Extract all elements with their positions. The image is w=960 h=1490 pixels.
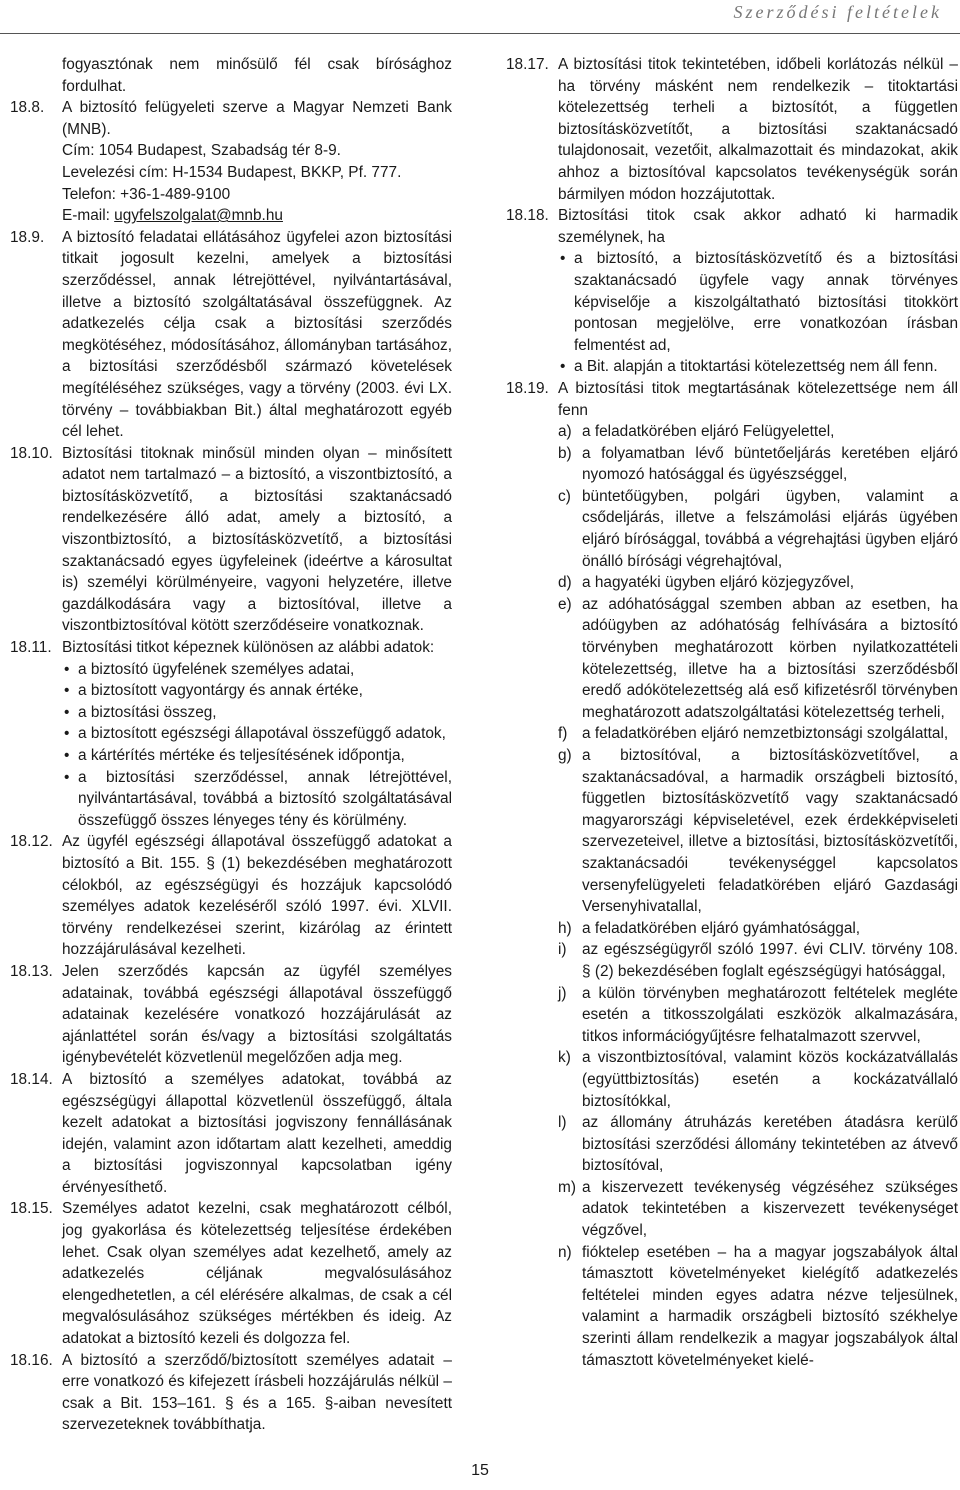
list-item: • a biztosítási szerződéssel, annak létrejöttével, nyilvántartásával, továbbá a biztosító szolgáltatásával összefüggő összes lényeges tény és körülmény. [62,767,452,832]
list-item: l) az állomány átruházás keretében átadásra kerülő biztosítási szerződési állomány tekintetében az átvevő biztosítóval, [558,1114,958,1175]
list-item: m) a kiszervezett tevékenység végzéséhez szükséges adatok tekintetében a kiszervezett tevékenységet végzővel, [558,1178,958,1240]
running-head-title: Szerződési feltételek [733,2,942,22]
list-item: n) fióktelep esetében – ha a magyar jogszabályok által támasztott követelményeket kielégítő adatkezelés feltételei minden egyes adatra nézve teljesülnek, valamint a harmadik országbeli biztosító székhelye szerinti állam rendelkezik a magyar jogszabályok által támasztott követelményeket kielé- [558,1243,958,1369]
list-item: g) a biztosítóval, a biztosításközvetítővel, a szaktanácsadóval, a harmadik országbeli biztosító, független biztosításközvetítő vagy szaktanácsadó magyarországi képviseletével, ezek érdekképviseleti szervezeteivel, illetve a biztosítási, biztosításközvetítői, szaktanácsadói tevékenységgel kapcsolatos versenyfelügyeleti feladatkörében eljáró Gazdasági Versenyhivatallal, [558,747,958,916]
section-number: 18.9. [10,228,45,246]
email-link[interactable]: ugyfelszolgalat@mnb.hu [114,207,283,225]
mailing-address-line: Levelezési cím: H-1534 Budapest, BKKP, Pf. 777. [62,163,402,181]
email-line: E-mail: ugyfelszolgalat@mnb.hu [62,207,283,225]
list-item: f) a feladatkörében eljáró nemzetbiztonsági szolgálattal, [558,725,949,743]
list-item: • a biztosított egészségi állapotával összefüggő adatok, [62,723,452,745]
list-item: i) az egészségügyről szóló 1997. évi CLIV. törvény 108. § (2) bekezdésében foglalt egészségügyi hatósággal, [558,941,958,980]
page-number: 15 [471,1462,489,1479]
section-18-9: 18.9. A biztosító feladatai ellátásához ügyfelei azon biztosítási titkait jogosult kezelni, amelyek a biztosítási szerződéssel, annak létrejöttével, nyilvántartásával, illetve a biztosító szolgáltatásával összefüggnek. Az adatkezelés célja csak a biztosítási szerződés megkötéséhez, módosításához, állományban tartásához, a biztosítási szerződésből származó követelések megítéléséhez szükséges, vagy a törvény (2003. évi LX. törvény – továbbiakban Bit.) által meghatározott egyéb cél lehet. [10,227,452,443]
bullet-list [62,659,452,832]
list-item: h) a feladatkörében eljáró gyámhatósággal, [558,919,861,937]
list-item: • a biztosított vagyontárgy és annak értéke, [62,680,452,702]
list-item: c) büntetőügyben, polgári ügyben, valamint a csődeljárás, illetve a felszámolási eljárás ügyében eljáró bírósággal, továbbá a végrehajtási ügyben eljáró önálló bírósági végrehajtóval, [558,487,958,570]
section-number: 18.18. [506,207,549,225]
section-18-13: 18.13. Jelen szerződés kapcsán az ügyfél személyes adatainak, továbbá egészségi állapotával összefüggő adatainak kezelésére vonatkozó hozzájárulását az ajánlattétel során és/vagy a biztosítási szolgáltatás igénybevételét közvetlenül megelőzően adja meg. [10,961,452,1069]
section-number: 18.16. [10,1351,53,1369]
section-number: 18.17. [506,56,549,73]
section-number: 18.19. [506,379,549,397]
intro-paragraph: fogyasztónak nem minősülő fél csak bírósághoz fordulhat. [62,56,452,95]
section-number: 18.10. [10,444,53,462]
list-item: • a kártérítés mértéke és teljesítésének időpontja, [62,745,452,767]
section-18-16: 18.16. A biztosító a szerződő/biztosított személyes adatait – erre vonatkozó és kifejezett írásbeli hozzájárulás nélkül – csak a Bit. 153–161. § és a 165. §-aiban nevesített szervezeteknek továbbíthatja. [10,1350,452,1436]
section-number: 18.8. [10,99,45,117]
list-item: e) az adóhatósággal szemben abban az esetben, ha adóügyben az adóhatóság felhívására a biztosító törvényben meghatározott körben nyilatkozattételi kötelezettség, illetve ha a biztosítási szerződésből eredő adókötelezettség alá eső kifizetésről törvényben meghatározott adatszolgáltatási kötelezettség terheli, [558,595,958,721]
list-item: • a biztosítási összeg, [62,702,452,724]
section-18-17: 18.17. A biztosítási titok tekintetében, időbeli korlátozás nélkül – ha törvény másként nem rendelkezik – titoktartási kötelezettség terheli a biztosítót, a független biztosításközvetítőt, a biztosítási szaktanácsadó tulajdonosait, vezetőit, alkalmazottait és mindazokat, akik ahhoz a biztosítóval kapcsolatos tevékenységük során bármilyen módon hozzájutottak. [506,54,958,205]
address-line: Cím: 1054 Budapest, Szabadság tér 8-9. [62,142,341,160]
bullet-list [558,248,958,378]
left-column [10,54,452,1436]
section-18-11: 18.11. Biztosítási titkot képeznek különösen az alábbi adatok: • a biztosító ügyfelének személyes adatai, • a biztosított vagyontárgy és annak értéke, • a biztosítási összeg, • a biztosított egészségi állapotával összefüggő adatok, • a kártérítés mértéke és teljesítésének időpontja, • a biztosítási szerződéssel, annak létrejöttével, nyilvántartásával, továbbá a biztosító szolgáltatásával összefüggő összes lényeges tény és körülmény. [10,637,452,831]
section-18-14: 18.14. A biztosító a személyes adatokat, továbbá az egészségügyi állapottal közvetlenül összefüggő, általa kezelt adatokat a biztosítási jogviszony fennállásának idején, valamint azon időtartam alatt kezelheti, ameddig a biztosítási jogviszonnyal kapcsolatban igény érvényesíthető. [10,1069,452,1199]
lettered-list [558,421,958,1371]
list-item: a) a feladatkörében eljáró Felügyelettel, [558,423,835,441]
list-item: j) a külön törvényben meghatározott feltételek megléte esetén a titkosszolgálati eszközök alkalmazására, titkos információgyűjtésre felhatalmazott szervvel, [558,984,958,1045]
section-18-19: 18.19. A biztosítási titok megtartásának kötelezettsége nem áll fenn a) a feladatkörében eljáró Felügyelettel, b) a folyamatban lévő büntetőeljárás keretében eljáró nyomozó hatósággal és ügyészséggel, c) büntetőügyben, polgári ügyben, valamint a csődeljárás, illetve a felszámolási eljárás ügyében eljáró bírósággal, továbbá a végrehajtási ügyben eljáró önálló bírósági végrehajtóval, d) a hagyatéki ügyben eljáró közjegyzővel, e) az adóhatósággal szemben abban az esetben, ha adóügyben az adóhatóság felhívására a biztosító törvényben meghatározott körben nyilatkozattételi kötelezettség, illetve ha a biztosítási szerződésből eredő adókötelezettség alá eső kifizetésről törvényben meghatározott adatszolgáltatási kötelezettség terheli, f) a feladatkörében eljáró nemzetbiztonsági szolgálattal, g) a biztosítóval, a biztosításközvetítővel, a szaktanácsadóval, a harmadik országbeli biztosító, független biztosításközvetítő vagy szaktanácsadó magyarországi képviseletével, ezek érdekképviseleti szervezeteivel, illetve a biztosítási, biztosításközvetítői, szaktanácsadói tevékenységgel kapcsolatos versenyfelügyeleti feladatkörében eljáró Gazdasági Versenyhivatallal, h) a feladatkörében eljáró gyámhatósággal, i) az egészségügyről szóló 1997. évi CLIV. törvény 108. § (2) bekezdésében foglalt egészségügyi hatósággal, j) a külön törvényben meghatározott feltételek megléte esetén a titkosszolgálati eszközök alkalmazására, titkos információgyűjtésre felhatalmazott szervvel, k) a viszontbiztosítóval, valamint közös kockázatvállalás (együttbiztosítás) esetén a kockázatvállaló biztosítókkal, l) az állomány átruházás keretében átadásra kerülő biztosítási szerződési állomány tekintetében az átvevő biztosítóval, m) a kiszervezett tevékenység végzéséhez szükséges adatok tekintetében a kiszervezett tevékenységet végzővel, n) fióktelep esetében – ha a magyar jogszabályok által támasztott követelményeket kielégítő adatkezelés feltételei minden egyes adatra nézve teljesülnek, valamint a harmadik országbeli biztosító székhelye szerinti állam rendelkezik a magyar jogszabályok által támasztott követelményeket kielé- [506,378,958,1371]
section-number: 18.12. [10,833,53,851]
list-item: • a Bit. alapján a titoktartási kötelezettség nem áll fenn. [558,356,958,378]
section-number: 18.15. [10,1200,53,1218]
list-item: k) a viszontbiztosítóval, valamint közös kockázatvállalás (együttbiztosítás) esetén a kockázatvállaló biztosítókkal, [558,1049,958,1110]
list-item: b) a folyamatban lévő büntetőeljárás keretében eljáró nyomozó hatósággal és ügyészséggel, [558,444,958,484]
section-number: 18.11. [10,639,52,657]
list-item: • a biztosító ügyfelének személyes adatai, [62,659,452,681]
phone-line: Telefon: +36-1-489-9100 [62,185,231,203]
section-18-10: 18.10. Biztosítási titoknak minősül minden olyan – minősített adatot nem tartalmazó – a biztosító, a viszontbiztosító, a biztosításközvetítő, a biztosítási szaktanácsadó rendelkezésére álló adat, amely a biztosító, a viszontbiztosító, a biztosításközvetítő, a biztosítási szaktanácsadó egyes ügyfeleinek (ideértve a károsultat is) személyi körülményeire, vagyoni helyzetére, illetve gazdálkodására vagy a biztosítóval, illetve a viszontbiztosítóval kötött szerződéseire vonatkoznak. [10,443,452,637]
list-item: • a biztosító, a biztosításközvetítő és a biztosítási szaktanácsadó ügyfele vagy annak törvényes képviselője a kiszolgáltatható biztosítási titokkört pontosan megjelölve, erre vonatkozóan írásban felmentést ad, [558,248,958,356]
list-item: d) a hagyatéki ügyben eljáró közjegyzővel, [558,574,855,592]
section-18-15: 18.15. Személyes adatot kezelni, csak meghatározott célból, jog gyakorlása és kötelezettség teljesítése érdekében lehet. Csak olyan személyes adat kezelhető, amely az adatkezelés céljának megvalósulásához elengedhetetlen, a cél elérésére alkalmas, de csak a cél megvalósulásához szükséges mértékben és ideig. Az adatokat a biztosító kezeli és dolgozza fel. [10,1198,452,1349]
section-number: 18.14. [10,1070,53,1088]
section-number: 18.13. [10,962,53,980]
right-column [506,54,958,1371]
header-rule [0,33,960,34]
section-18-8: 18.8. A biztosító felügyeleti szerve a Magyar Nemzeti Bank (MNB). Cím: 1054 Budapest, Szabadság tér 8-9. Levelezési cím: H-1534 Budapest, BKKP, Pf. 777. Telefon: +36-1-489-9100 E-mail: ugyfelszolgalat@mnb.hu [10,97,452,227]
section-18-18: 18.18. Biztosítási titok csak akkor adható ki harmadik személynek, ha • a biztosító, a biztosításközvetítő és a biztosítási szaktanácsadó ügyfele vagy annak törvényes képviselője a kiszolgáltatható biztosítási titokkört pontosan megjelölve, erre vonatkozóan írásban felmentést ad, • a Bit. alapján a titoktartási kötelezettség nem áll fenn. [506,205,958,378]
section-18-12: 18.12. Az ügyfél egészségi állapotával összefüggő adatokat a biztosító a Bit. 155. § (1) bekezdésében meghatározott célokból, az egészségügyi és hozzájuk kapcsolódó személyes adatok kezeléséről szóló 1997. évi. XLVII. törvény rendelkezései szerint, kizárólag az érintett hozzájárulásával kezelheti. [10,831,452,961]
